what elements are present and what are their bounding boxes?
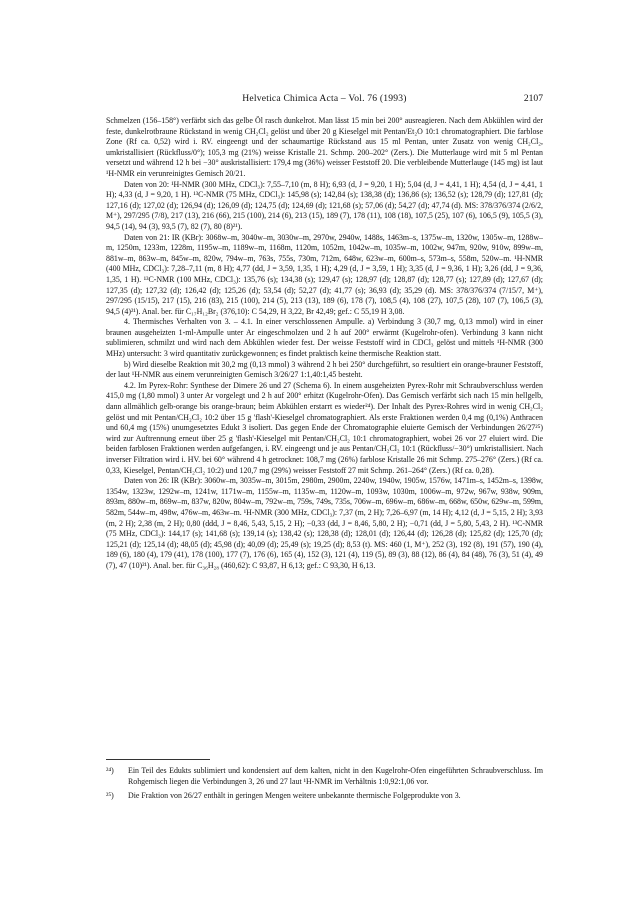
footnote-text: Die Fraktion von 26/27 enthält in geringen Mengen weitere unbekannte thermische Folgeprodukte von 3.: [128, 791, 461, 801]
body-text: [106, 116, 543, 572]
journal-title: Helvetica Chimica Acta – Vol. 76 (1993): [242, 93, 407, 104]
page-number: 2107: [523, 93, 543, 104]
footnote-mark: ²⁴): [106, 766, 114, 775]
footnote-25: [106, 791, 543, 802]
paragraph-section-4b: b) Wird dieselbe Reaktion mit 30,2 mg (0,13 mmol) 3 während 2 h bei 250° durchgeführt, so resultiert ein orange-brauner Feststoff, der laut ¹H-NMR aus einem verunreinigten Gemisch 3/26/27 1:1,40:1,45 besteht.: [106, 359, 543, 380]
paragraph-data-21: Daten von 21: IR (KBr): 3068w–m, 3040w–m, 3030w–m, 2970w, 2940w, 1488s, 1463m–s, 1375w–m, 1320w, 1305w–m, 1288w–m, 1250m, 1233m, 1228m, 1195w–m, 1189w–m, 1168m, 1120m, 1052m, 1042w–m, 1035w–m, 1002w, 947m, 920w, 910w, 899w–m, 881w–m, 863w–m, 845w–m, 820w, 794w–m, 763s, 755s, 730m, 712m, 648w, 623w–m, 600m–s, 573m–s, 558m, 520w–m. ¹H-NMR (400 MHz, CDCl₃): 7,28–7,11 (m, 8 H); 4,77 (dd, J = 3,59, 1,35, 1 H); 4,29 (d, J = 3,59, 1 H); 3,35 (d, J = 9,36, 1 H); 3,26 (dd, J = 9,36, 1,35, 1 H). ¹³C-NMR (100 MHz, CDCl₃): 135,76 (s); 134,38 (s); 129,47 (s); 128,97 (d); 128,87 (d); 128,77 (s); 127,89 (d); 127,67 (d); 127,35 (d); 127,32 (d); 126,42 (d); 125,26 (d); 53,54 (d); 52,27 (d); 41,77 (s); 36,93 (d); 35,29 (d). MS: 378/376/374 (7/15/7, M⁺), 297/295 (15/15), 217 (15), 216 (83), 215 (100), 214 (5), 213 (13), 189 (6), 178 (7), 108,5 (4), 108 (27), 107,5 (28), 107 (7), 106,5 (3), 94,5 (4)²¹). Anal. ber. für C₁₇H₁₂Br₂ (376,10): C 54,29, H 3,22, Br 42,49; gef.: C 55,19 H 3,08.: [106, 232, 543, 316]
footnotes: [106, 766, 543, 806]
footnote-mark: ²⁵): [106, 791, 114, 801]
paragraph-section-4: 4. Thermisches Verhalten von 3. – 4.1. In einer verschlossenen Ampulle. a) Verbindung 3 (30,7 mg, 0,13 mmol) wird in einer braunen ausgeheizten 1-ml-Ampulle unter Ar eingeschmolzen und 2 h auf 200° erwärmt (Kugelrohr-ofen). Verbindung 3 kann nicht sublimieren, schmilzt und wird nach dem Abkühlen wieder fest. Der weisse Feststoff wird in CDCl₃ gelöst und mittels ¹H-NMR (300 MHz) untersucht: 3 wird quantitativ zurückgewonnen; es findet praktisch keine thermische Reaktion statt.: [106, 317, 543, 359]
paragraph-data-26: Daten von 26: IR (KBr): 3060w–m, 3035w–m, 3015m, 2980m, 2900m, 2240w, 1940w, 1905w, 1576w, 1471m–s, 1452m–s, 1398w, 1354w, 1323w, 1292w–m, 1241w, 1171w–m, 1155w–m, 1135w–m, 1120w–m, 1093w, 1030m, 1006w–m, 972w, 967w, 938w, 909m, 893m, 880w–m, 869w–m, 837w, 820w, 804w–m, 792w–m, 759s, 749s, 735s, 706w–m, 696w–m, 686w–m, 668w, 650w, 629w–m, 599m, 582m, 544w–m, 498w, 476w–m, 463w–m. ¹H-NMR (300 MHz, CDCl₃): 7,37 (m, 2 H); 7,26–6,97 (m, 14 H); 4,12 (d, J = 5,15, 2 H); 3,93 (m, 2 H); 2,38 (m, 2 H); 0,80 (ddd, J = 8,46, 5,43, 5,15, 2 H); −0,33 (dd, J = 8,46, 5,80, 2 H); −0,71 (dd, J = 5,80, 5,43, 2 H). ¹³C-NMR (75 MHz, CDCl₃): 144,17 (s); 141,68 (s); 139,14 (s); 138,42 (s); 128,38 (d); 128,01 (d); 126,44 (d); 126,28 (d); 125,82 (d); 125,70 (d); 125,21 (d); 125,14 (d); 48,05 (d); 45,98 (d); 40,09 (d); 25,49 (s); 19,25 (d); 8,53 (t). MS: 460 (1, M⁺), 252 (3), 192 (8), 191 (57), 190 (4), 189 (6), 180 (4), 179 (41), 178 (100), 177 (7), 176 (6), 165 (4), 152 (3), 121 (4), 119 (5), 89 (3), 88 (12), 86 (4), 84 (48), 76 (3), 51 (4), 49 (7), 47 (10)²¹). Anal. ber. für C₃₆H₂₈ (460,62): C 93,87, H 6,13; gef.: C 93,30, H 6,13.: [106, 476, 543, 570]
footnote-divider: [106, 759, 210, 760]
paragraph-section-4-2: 4.2. Im Pyrex-Rohr: Synthese der Dimere 26 und 27 (Schema 6). In einem ausgeheizten Pyrex-Rohr mit Schraubverschluss werden 415,0 mg (1,80 mmol) 3 unter Ar vorgelegt und 2 h auf 200° erhitzt (Kugelrohr-Ofen). Das Gemisch verfärbt sich nach 15 min hellgelb, dann allmählich gelb-orange bis orange-braun; beim Abkühlen erstarrt es wieder²⁴). Der Inhalt des Pyrex-Rohres wird in wenig CH₂Cl₂ gelöst und mit Pentan/CH₂Cl₂ 10:2 über 15 g 'flash'-Kieselgel chromatographiert. Als erste Fraktionen werden 0,4 mg (0,1%) Anthracen und 60,4 mg (15%) unumgesetztes Edukt 3 isoliert. Das gegen Ende der Chromatographie eluierte Gemisch der Verbindungen 26/27²⁵) wird zur Auftrennung erneut über 25 g 'flash'-Kieselgel mit Pentan/CH₂Cl₂ 10:1 chromatographiert, wobei 26 vor 27 eluiert wird. Die beiden farblosen Fraktionen werden aufgefangen, i. RV. eingeengt und je aus Pentan/CH₂Cl₂ 10:1 (Rückfluss/−30°) umkristallisiert. Nach inverser Filtration wird i. HV. bei 60° während 4 h getrocknet: 108,7 mg (26%) farblose Kristalle 26 mit Schmp. 275–276° (Zers.) (Rf ca. 0,33, Kieselgel, Pentan/CH₂Cl₂ 10:2) und 120,7 mg (29%) weisser Feststoff 27 mit Schmp. 261–264° (Zers.) (Rf ca. 0,28).: [106, 380, 543, 475]
paragraph-data-20: Daten von 20: ¹H-NMR (300 MHz, CDCl₃): 7,55–7,10 (m, 8 H); 6,93 (d, J = 9,20, 1 H); 5,04 (d, J = 4,41, 1 H); 4,54 (d, J = 4,41, 1 H); 4,33 (d, J = 9,20, 1 H). ¹³C-NMR (75 MHz, CDCl₃): 145,98 (s); 142,84 (s); 138,38 (d); 136,86 (s); 136,52 (s); 128,79 (d); 127,81 (d); 127,16 (d); 127,02 (d); 126,94 (d); 126,09 (d); 124,75 (d); 124,69 (d); 121,68 (s); 57,06 (d); 54,27 (d); 47,74 (d). MS: 378/376/374 (2/6/2, M⁺), 297/295 (7/8), 217 (13), 216 (66), 215 (100), 214 (6), 213 (15), 189 (7), 178 (11), 108 (18), 107,5 (25), 107 (6), 106,5 (9), 105,5 (3), 94,5 (14), 94 (3), 93,5 (7), 82 (7), 80 (8)²¹).: [106, 179, 543, 231]
paragraph-synthesis-end: Schmelzen (156–158°) verfärbt sich das gelbe Öl rasch dunkelrot. Man lässt 15 min bei 200° ausreagieren. Nach dem Abkühlen wird der feste, dunkelrotbraune Rückstand in wenig CH₂Cl₂ gelöst und über 20 g Kieselgel mit Pentan/Et₂O 10:1 chromatographiert. Die farblose Zone (Rf ca. 0,52) wird i. RV. eingeengt und der schaumartige Rückstand aus 15 ml Pentan, unter Zusatz von wenig CH₂Cl₂, umkristallisiert (Rückfluss/0°); 105,3 mg (21%) weisse Kristalle 21. Schmp. 200–202° (Zers.). Die Mutterlauge wird mit 5 ml Pentan versetzt und während 12 h bei −30° auskristallisiert: 179,4 mg (36%) weisser Feststoff 20. Die verbleibende Mutterlauge (145 mg) ist laut ¹H-NMR ein verunreinigtes Gemisch 20/21.: [106, 116, 543, 178]
footnote-24: [106, 766, 543, 787]
footnote-text: Ein Teil des Edukts sublimiert und kondensiert auf dem kalten, nicht in den Kugelrohr-Ofen eingeführten Schraubverschluss. Im Rohgemisch liegen die Verbindungen 3, 26 und 27 laut ¹H-NMR im Verhältnis 1:0,92:1,06 vor.: [128, 766, 543, 786]
running-header: [106, 92, 543, 106]
